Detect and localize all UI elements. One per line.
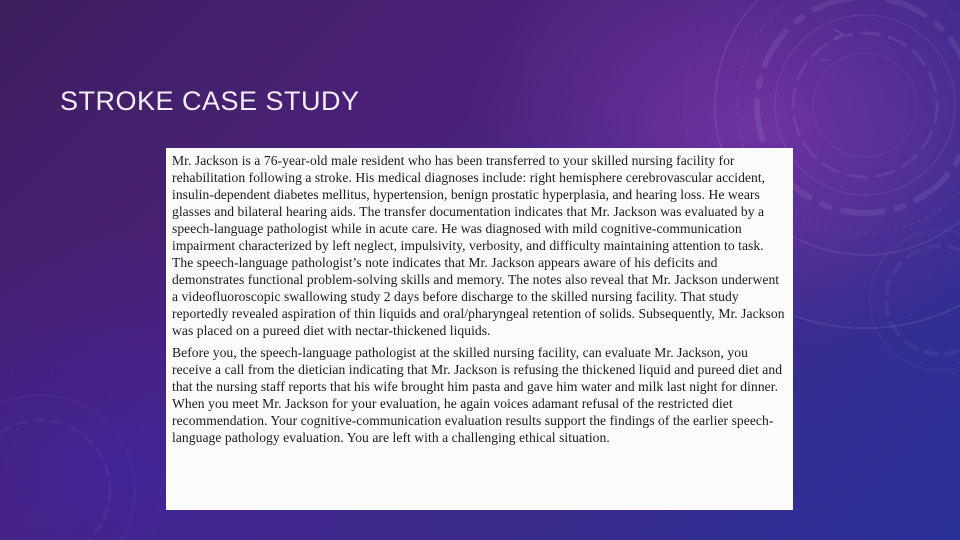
case-study-document-image bbox=[166, 148, 793, 510]
case-study-paragraph-1: Mr. Jackson is a 76-year-old male resident who has been transferred to your skilled nursing facility for rehabilitation following a stroke. His medical diagnoses include: right hemisphere cerebrovascular accident, insulin-dependent diabetes mellitus, hypertension, benign prostatic hyperplasia, and hearing loss. He wears glasses and bilateral hearing aids. The transfer documentation indicates that Mr. Jackson was evaluated by a speech-language pathologist while in acute care. He was diagnosed with mild cognitive-communication impairment characterized by left neglect, impulsivity, verbosity, and difficulty maintaining attention to task. The speech-language pathologist’s note indicates that Mr. Jackson appears aware of his deficits and demonstrates functional problem-solving skills and memory. The notes also reveal that Mr. Jackson underwent a videofluoroscopic swallowing study 2 days before discharge to the skilled nursing facility. That study reportedly revealed aspiration of thin liquids and oral/pharyngeal retention of solids. Subsequently, Mr. Jackson was placed on a pureed diet with nectar-thickened liquids. bbox=[172, 153, 785, 339]
case-study-paragraph-2: Before you, the speech-language pathologist at the skilled nursing facility, can evaluate Mr. Jackson, you receive a call from the dietician indicating that Mr. Jackson is refusing the thickened liquid and pureed diet and that the nursing staff reports that his wife brought him pasta and gave him water and milk last night for dinner. When you meet Mr. Jackson for your evaluation, he again voices adamant refusal of the restricted diet recommendation. Your cognitive-communication evaluation results support the findings of the earlier speech-language pathology evaluation. You are left with a challenging ethical situation. bbox=[172, 344, 783, 445]
slide-title: STROKE CASE STUDY bbox=[60, 86, 360, 116]
